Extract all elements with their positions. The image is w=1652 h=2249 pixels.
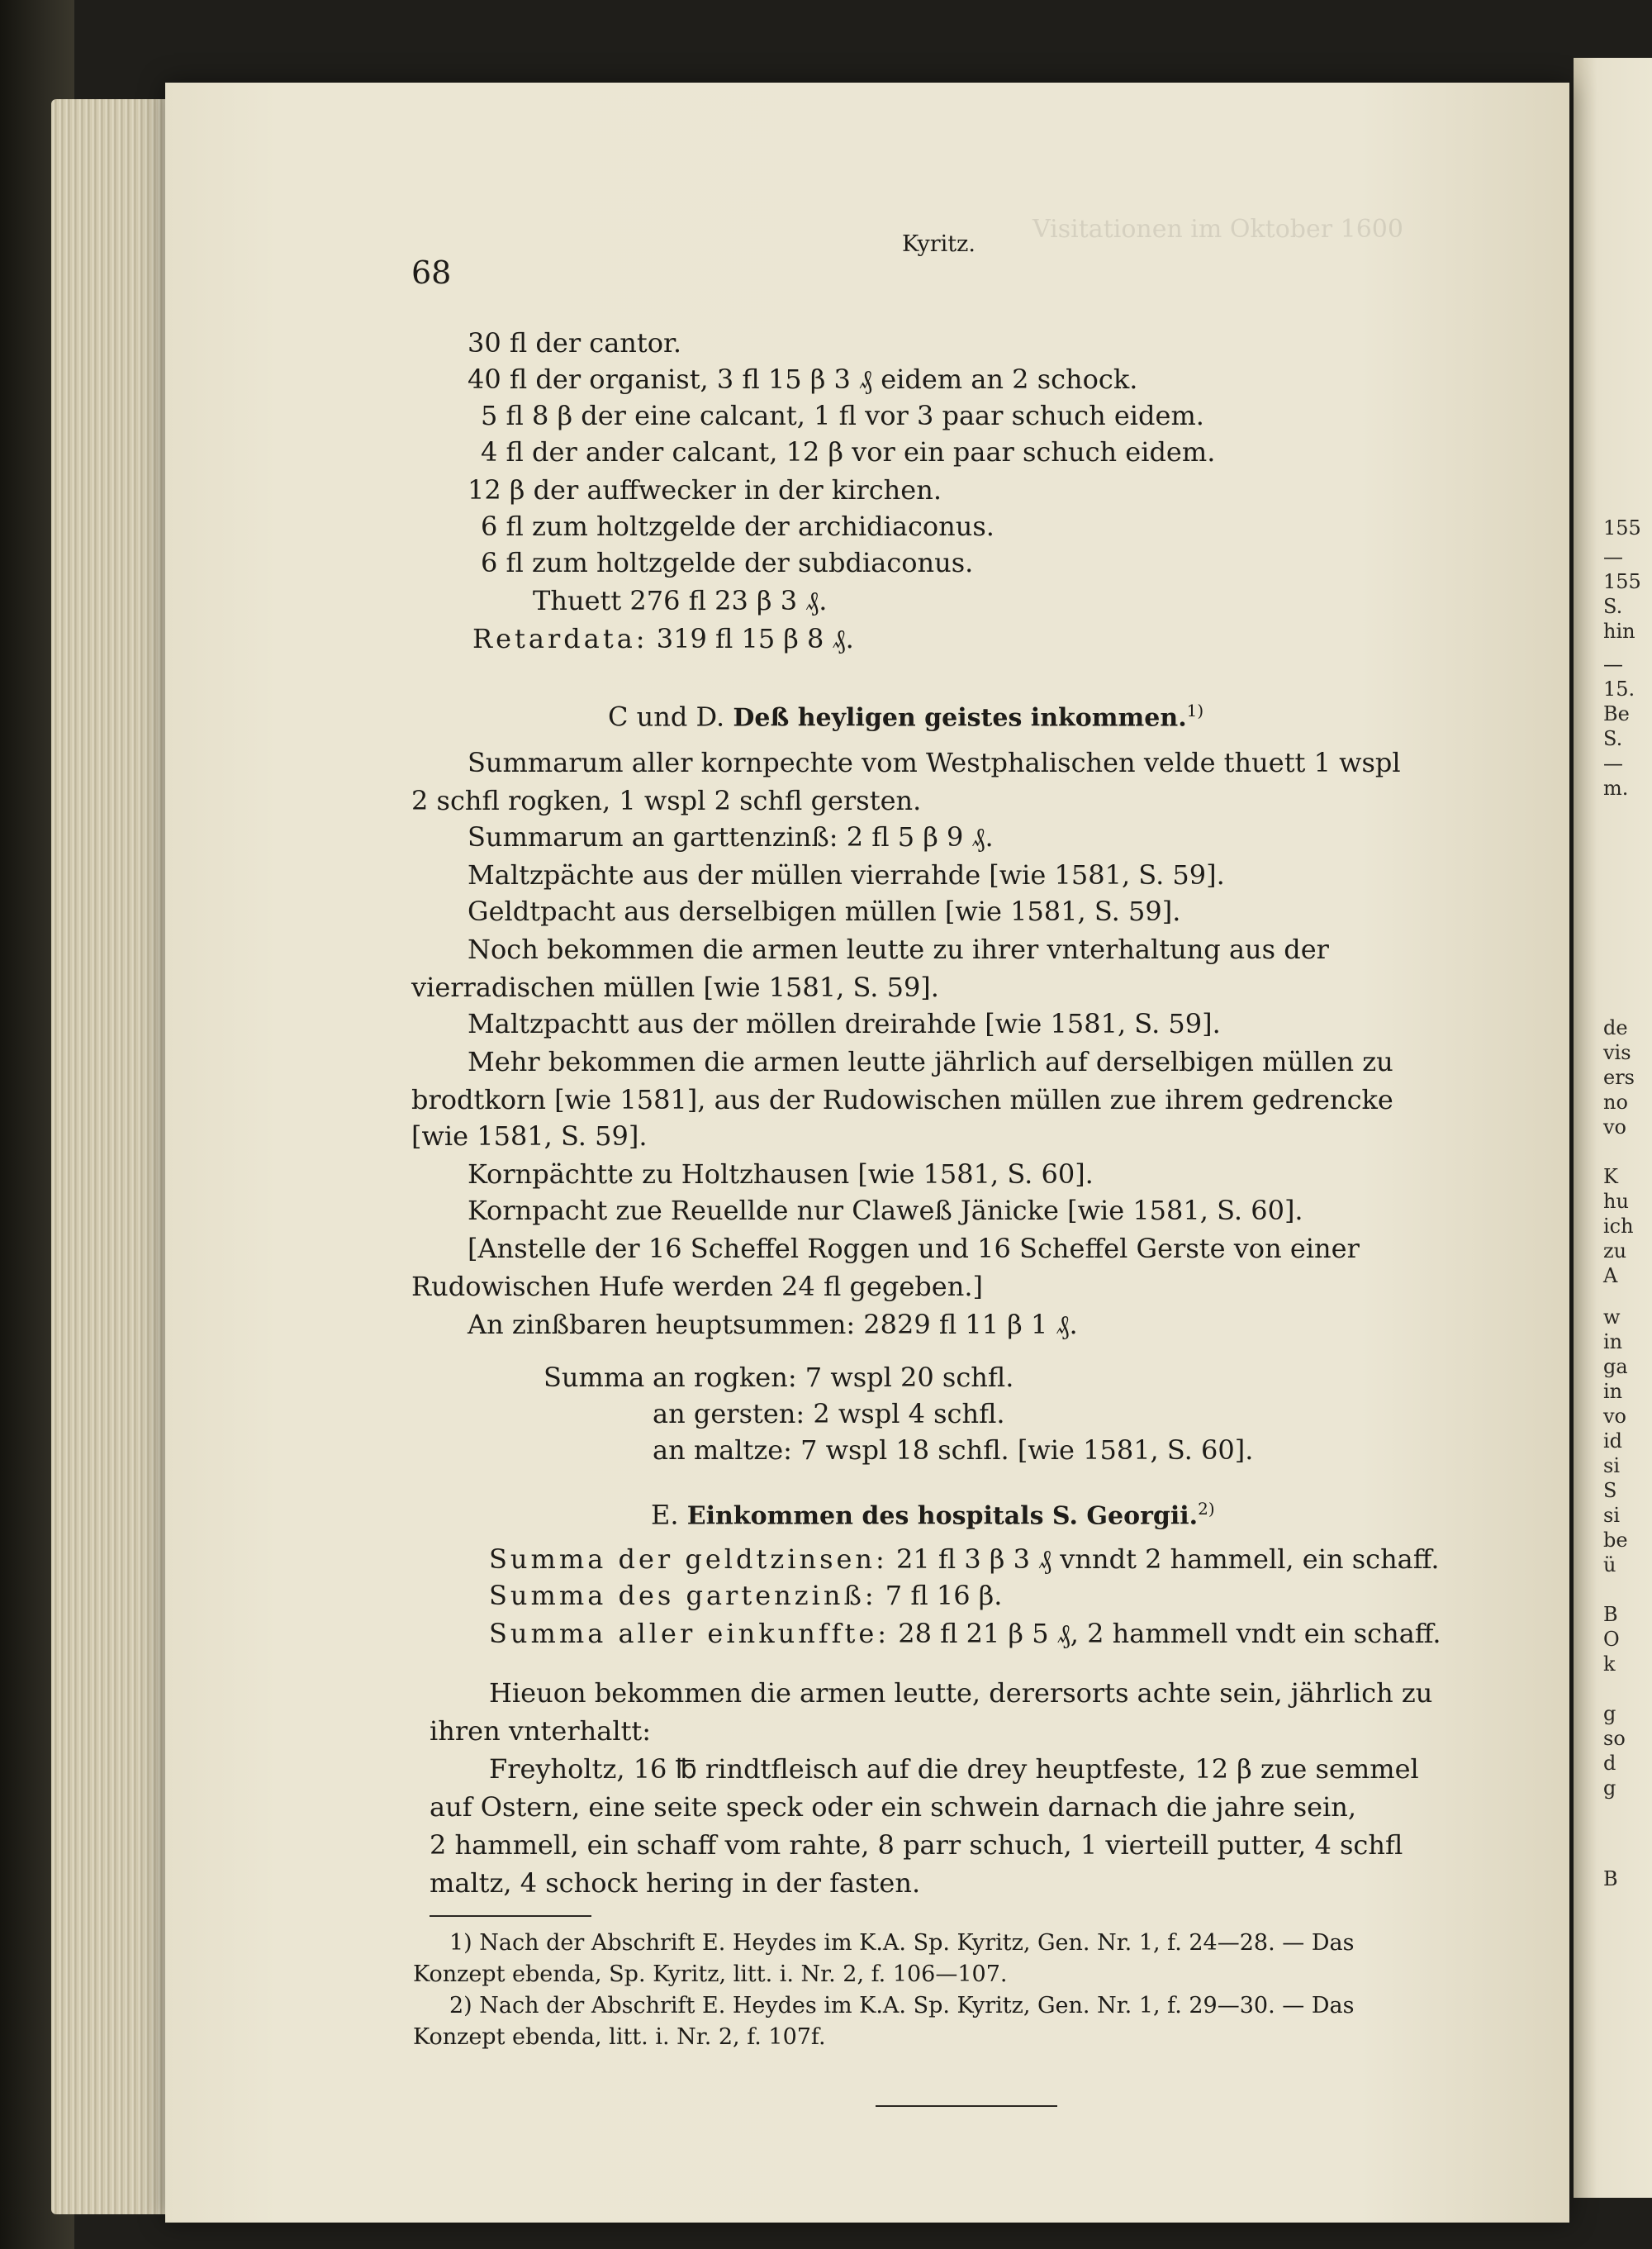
e-summa-label: Summa des gartenzinß: — [489, 1580, 877, 1611]
page-number: 68 — [411, 254, 452, 291]
adjacent-page-fragment: so — [1603, 1727, 1626, 1750]
adjacent-page-fragment: si — [1603, 1454, 1620, 1477]
total-line: Thuett 276 fl 23 β 3 ₰. — [533, 585, 828, 616]
adjacent-page-fragment: vo — [1603, 1115, 1627, 1139]
retardata-label: Retardata: — [472, 623, 648, 654]
end-rule — [876, 2105, 1057, 2107]
zins-line — [468, 1309, 1078, 1340]
adjacent-page-fragment: ers — [1603, 1066, 1635, 1089]
adjacent-page-fragment: no — [1603, 1091, 1628, 1114]
adjacent-page-fragment: 15. — [1603, 678, 1635, 701]
text-line: 12 β der auffwecker in der kirchen. — [468, 474, 942, 506]
adjacent-page-fragment: in — [1603, 1380, 1623, 1403]
zins-value: 2829 fl 11 β 1 ₰. — [863, 1309, 1078, 1340]
text-line: Summarum aller kornpechte vom Westphalischen velde thuett 1 wspl — [468, 747, 1401, 778]
retardata-line — [472, 623, 854, 654]
footnote-line: Konzept ebenda, Sp. Kyritz, litt. i. Nr. 2, f. 106—107. — [413, 1961, 1008, 1987]
e-summa-label: Summa der geldtzinsen: — [489, 1543, 888, 1575]
e-summa-line — [489, 1618, 1441, 1649]
text-line: Summarum an garttenzinß: 2 fl 5 β 9 ₰. — [468, 821, 994, 853]
footnote-rule — [430, 1915, 591, 1917]
adjacent-page-fragment: hin — [1603, 620, 1635, 643]
section-title: Deß heyligen geistes inkommen. — [733, 703, 1187, 733]
text-line: ihren vnterhaltt: — [430, 1715, 652, 1747]
adjacent-page-fragment: O — [1603, 1628, 1620, 1651]
section-title: Einkommen des hospitals S. Georgii. — [686, 1501, 1199, 1531]
text-line: Freyholtz, 16 ℔ rindtfleisch auf die drey heuptfeste, 12 β zue semmel — [489, 1753, 1419, 1785]
e-summa-label: Summa aller einkunffte: — [489, 1618, 890, 1649]
footnote-line: Konzept ebenda, litt. i. Nr. 2, f. 107f. — [413, 2024, 826, 2050]
retardata-value: 319 fl 15 β 8 ₰. — [656, 623, 854, 654]
running-title: Kyritz. — [902, 231, 976, 257]
text-line: [wie 1581, S. 59]. — [411, 1120, 648, 1152]
adjacent-page-fragment: de — [1603, 1016, 1628, 1039]
adjacent-page-fragment: S — [1603, 1479, 1617, 1502]
adjacent-page-fragment: S. — [1603, 595, 1623, 618]
text-line: Kornpacht zue Reuellde nur Claweß Jänicke [wie 1581, S. 60]. — [468, 1195, 1303, 1226]
adjacent-page-fragment: K — [1603, 1165, 1618, 1188]
adjacent-page-fragment: vo — [1603, 1405, 1627, 1428]
text-line: 6 fl zum holtzgelde der archidiaconus. — [481, 511, 995, 542]
e-summa-line — [489, 1580, 1002, 1611]
text-line: 2 hammell, ein schaff vom rahte, 8 parr schuch, 1 vierteill putter, 4 schfl — [430, 1829, 1403, 1861]
adjacent-page-fragment: g — [1603, 1776, 1616, 1800]
adjacent-page-fragment: k — [1603, 1652, 1616, 1676]
text-line: [Anstelle der 16 Scheffel Roggen und 16 Scheffel Gerste von einer — [468, 1233, 1360, 1264]
e-summa-value: 7 fl 16 β. — [885, 1580, 1003, 1611]
text-line: Geldtpacht aus derselbigen müllen [wie 1581, S. 59]. — [468, 896, 1181, 927]
adjacent-page-fragment: in — [1603, 1330, 1623, 1353]
adjacent-page-fragment: w — [1603, 1305, 1621, 1329]
summa-line: an rogken: 7 wspl 20 schfl. — [653, 1362, 1014, 1393]
adjacent-page-fragment: id — [1603, 1429, 1623, 1453]
adjacent-page-fragment: — — [1603, 752, 1623, 775]
section-heading-cd — [608, 701, 1203, 733]
e-summa-value: 21 fl 3 β 3 ₰ vnndt 2 hammell, ein schaff. — [895, 1543, 1440, 1575]
text-line: Noch bekommen die armen leutte zu ihrer vnterhaltung aus der — [468, 934, 1329, 965]
text-line: 40 fl der organist, 3 fl 15 β 3 ₰ eidem an 2 schock. — [468, 364, 1138, 395]
adjacent-page-fragment: si — [1603, 1504, 1620, 1527]
text-line: Mehr bekommen die armen leutte jährlich auf derselbigen müllen zu — [468, 1046, 1393, 1077]
adjacent-page-fragment: 155 — [1603, 570, 1641, 593]
show-through-text: Visitationen im Oktober 1600 — [1032, 215, 1403, 244]
adjacent-page-fragment: zu — [1603, 1239, 1627, 1262]
page-stack-edges — [51, 99, 183, 2214]
adjacent-page-fragment: d — [1603, 1752, 1616, 1775]
summa-label: Summa — [544, 1362, 645, 1393]
book-page — [165, 83, 1569, 2223]
adjacent-page-fragment: — — [1603, 545, 1623, 568]
text-line: brodtkorn [wie 1581], aus der Rudowischen müllen zue ihrem gedrencke — [411, 1084, 1393, 1115]
e-summa-line — [489, 1543, 1440, 1575]
adjacent-page-fragment: m. — [1603, 777, 1629, 800]
text-line: 4 fl der ander calcant, 12 β vor ein paar schuch eidem. — [481, 436, 1216, 468]
adjacent-page-fragment: ü — [1603, 1553, 1616, 1576]
summa-line: an gersten: 2 wspl 4 schfl. — [653, 1398, 1005, 1429]
adjacent-page-fragment: hu — [1603, 1190, 1629, 1213]
text-line: 30 fl der cantor. — [468, 327, 681, 359]
adjacent-page-fragment: — — [1603, 653, 1623, 676]
text-line: Maltzpächte aus der müllen vierrahde [wie 1581, S. 59]. — [468, 859, 1225, 891]
text-line: vierradischen müllen [wie 1581, S. 59]. — [411, 972, 939, 1003]
text-line: 5 fl 8 β der eine calcant, 1 fl vor 3 paar schuch eidem. — [481, 400, 1204, 431]
adjacent-page-fragment: Be — [1603, 702, 1630, 725]
adjacent-page-fragment: ga — [1603, 1355, 1628, 1378]
adjacent-page-fragment: vis — [1603, 1041, 1631, 1064]
section-prefix: C und D. — [608, 701, 725, 733]
adjacent-page — [1574, 58, 1652, 2198]
adjacent-page-fragment: be — [1603, 1529, 1628, 1552]
footnote-line: 1) Nach der Abschrift E. Heydes im K.A. Sp. Kyritz, Gen. Nr. 1, f. 24—28. — Das — [449, 1930, 1355, 1956]
adjacent-page-fragment: ich — [1603, 1215, 1634, 1238]
footnote-ref: 1) — [1186, 701, 1204, 720]
adjacent-page-fragment: S. — [1603, 727, 1623, 750]
text-line: 2 schfl rogken, 1 wspl 2 schfl gersten. — [411, 785, 922, 816]
section-prefix: E. — [651, 1499, 679, 1531]
text-line: 6 fl zum holtzgelde der subdiaconus. — [481, 547, 974, 578]
text-line: Hieuon bekommen die armen leutte, derersorts achte sein, jährlich zu — [489, 1677, 1433, 1709]
footnote-ref: 2) — [1198, 1499, 1215, 1519]
e-summa-value: 28 fl 21 β 5 ₰, 2 hammell vndt ein schaff. — [898, 1618, 1441, 1649]
section-heading-e — [651, 1499, 1215, 1531]
adjacent-page-fragment: 155 — [1603, 516, 1641, 540]
text-line: Maltzpachtt aus der möllen dreirahde [wie 1581, S. 59]. — [468, 1008, 1221, 1039]
adjacent-page-fragment: B — [1603, 1603, 1618, 1626]
summa-line: an maltze: 7 wspl 18 schfl. [wie 1581, S. 60]. — [653, 1434, 1254, 1466]
adjacent-page-fragment: B — [1603, 1867, 1618, 1890]
adjacent-page-fragment: A — [1603, 1264, 1618, 1287]
text-line: auf Ostern, eine seite speck oder ein schwein darnach die jahre sein, — [430, 1791, 1357, 1823]
adjacent-page-fragment: g — [1603, 1702, 1616, 1725]
zins-label: An zinßbaren heuptsummen: — [468, 1309, 856, 1340]
text-line: Rudowischen Hufe werden 24 fl gegeben.] — [411, 1271, 983, 1302]
footnote-line: 2) Nach der Abschrift E. Heydes im K.A. Sp. Kyritz, Gen. Nr. 1, f. 29—30. — Das — [449, 1993, 1355, 2018]
text-line: maltz, 4 schock hering in der fasten. — [430, 1867, 921, 1899]
text-line: Kornpächtte zu Holtzhausen [wie 1581, S. 60]. — [468, 1158, 1094, 1190]
